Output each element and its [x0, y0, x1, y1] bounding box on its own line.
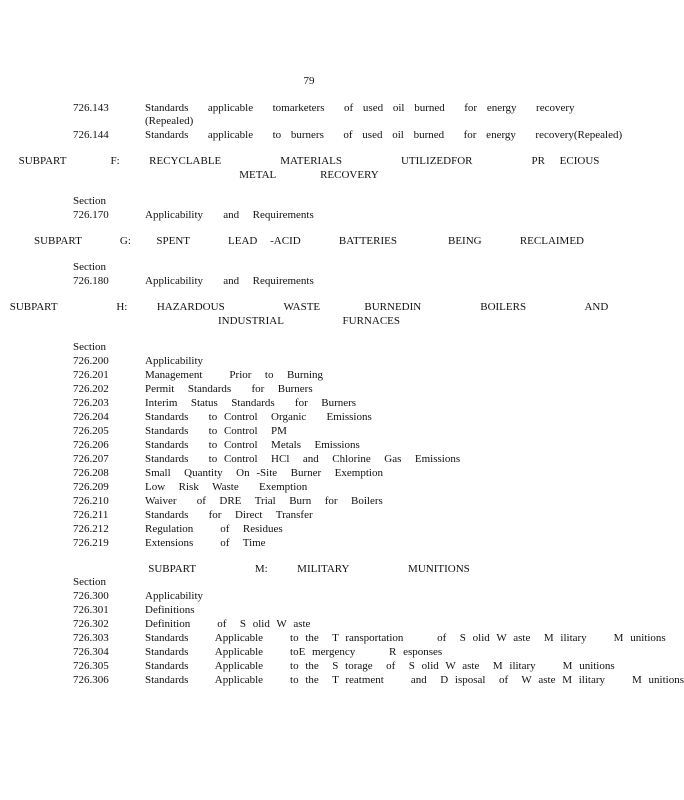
section-title: Applicability	[145, 590, 204, 602]
toc-entry	[73, 536, 593, 550]
section-number: 726.301	[73, 604, 109, 616]
section-number: 726.210	[73, 495, 109, 507]
section-title: Standards to Control Organic Emissions	[145, 411, 372, 423]
section-title: Standards Applicable to the T ransportation of S olid W aste M ilitary M unitions	[145, 632, 666, 644]
section-title: Standards Applicable toE mergency R esponses	[145, 646, 443, 658]
section-title: Applicability and Requirements	[145, 209, 314, 221]
section-label: Section	[73, 341, 106, 353]
section-number: 726.208	[73, 467, 109, 479]
toc-entry	[73, 508, 593, 522]
section-title: Waiver of DRE Trial Burn for Boilers	[145, 495, 383, 507]
page-number: 79	[303, 75, 315, 87]
toc-entry	[73, 452, 593, 466]
section-number: 726.144	[73, 129, 109, 141]
toc-entry	[73, 410, 593, 424]
section-number: 726.207	[73, 453, 109, 465]
section-number: 726.170	[73, 209, 109, 221]
section-title: Applicability	[145, 355, 204, 367]
section-number: 726.302	[73, 618, 109, 630]
toc-entry-continuation	[73, 114, 593, 128]
subpart-f-heading-line2: METAL RECOVERY	[239, 169, 379, 181]
section-number: 726.201	[73, 369, 109, 381]
toc-entry	[73, 659, 615, 673]
section-title: Standards for Direct Transfer	[145, 509, 313, 521]
toc-entry	[73, 274, 593, 288]
toc-entry	[73, 424, 593, 438]
toc-entry	[73, 617, 593, 631]
subpart-m-heading: SUBPART M: MILITARY MUNITIONS	[148, 563, 470, 575]
section-number: 726.303	[73, 632, 109, 644]
toc-entry	[73, 396, 593, 410]
section-title: Standards applicable to burners of used oil burned for energy recovery(Repealed)	[145, 129, 623, 141]
toc-entry	[73, 128, 623, 142]
toc-entry	[73, 368, 593, 382]
section-number: 726.306	[73, 674, 109, 686]
section-number: 726.211	[73, 509, 109, 521]
section-number: 726.304	[73, 646, 109, 658]
section-label: Section	[73, 261, 106, 273]
section-number: 726.180	[73, 275, 109, 287]
section-number: 726.305	[73, 660, 109, 672]
section-number: 726.206	[73, 439, 109, 451]
section-number: 726.212	[73, 523, 109, 535]
section-title: Definitions	[145, 604, 195, 616]
section-title: Small Quantity On -Site Burner Exemption	[145, 467, 383, 479]
section-title: Permit Standards for Burners	[145, 383, 313, 395]
toc-entry	[73, 382, 593, 396]
section-title: Interim Status Standards for Burners	[145, 397, 357, 409]
section-number: 726.219	[73, 537, 109, 549]
subpart-f-heading: SUBPART F: RECYCLABLE MATERIALS UTILIZEDFOR PR ECIOUS	[18, 155, 600, 167]
subpart-h-heading-line2: INDUSTRIAL FURNACES	[217, 315, 401, 327]
toc-entry	[73, 589, 593, 603]
subpart-h-heading: SUBPART H: HAZARDOUS WASTE BURNEDIN BOILERS AND	[9, 301, 609, 313]
toc-entry	[73, 438, 593, 452]
section-number: 726.203	[73, 397, 109, 409]
section-label: Section	[73, 195, 106, 207]
section-title: Low Risk Waste Exemption	[145, 481, 308, 493]
section-number: 726.209	[73, 481, 109, 493]
section-title: Applicability and Requirements	[145, 275, 314, 287]
section-title: Definition of S olid W aste	[145, 618, 311, 630]
section-title: Standards to Control Metals Emissions	[145, 439, 360, 451]
section-title: Standards Applicable to the T reatment and D isposal of W aste M ilitary M unitions	[145, 674, 684, 686]
toc-entry	[73, 101, 593, 115]
toc-entry	[73, 631, 666, 645]
section-title: Regulation of Residues	[145, 523, 283, 535]
toc-entry	[73, 522, 593, 536]
section-number: 726.143	[73, 102, 109, 114]
section-number: 726.204	[73, 411, 109, 423]
section-title: Management Prior to Burning	[145, 369, 324, 381]
section-title: Standards applicable tomarketers of used oil burned for energy recovery	[145, 102, 575, 114]
section-title: Extensions of Time	[145, 537, 266, 549]
toc-entry	[73, 466, 593, 480]
toc-entry	[73, 354, 593, 368]
toc-entry	[73, 208, 593, 222]
section-title: Standards Applicable to the S torage of S olid W aste M ilitary M unitions	[145, 660, 615, 672]
toc-entry	[73, 673, 684, 687]
section-label: Section	[73, 576, 106, 588]
toc-entry	[73, 603, 593, 617]
toc-entry	[73, 645, 593, 659]
section-number: 726.300	[73, 590, 109, 602]
subpart-g-heading: SUBPART G: SPENT LEAD -ACID BATTERIES BEING RECLAIMED	[33, 235, 585, 247]
section-title: Standards to Control HCl and Chlorine Gas Emissions	[145, 453, 461, 465]
toc-entry	[73, 494, 593, 508]
section-title: Standards to Control PM	[145, 425, 287, 437]
section-title-continuation: (Repealed)	[145, 115, 194, 127]
section-number: 726.202	[73, 383, 109, 395]
section-number: 726.205	[73, 425, 109, 437]
toc-entry	[73, 480, 593, 494]
section-number: 726.200	[73, 355, 109, 367]
